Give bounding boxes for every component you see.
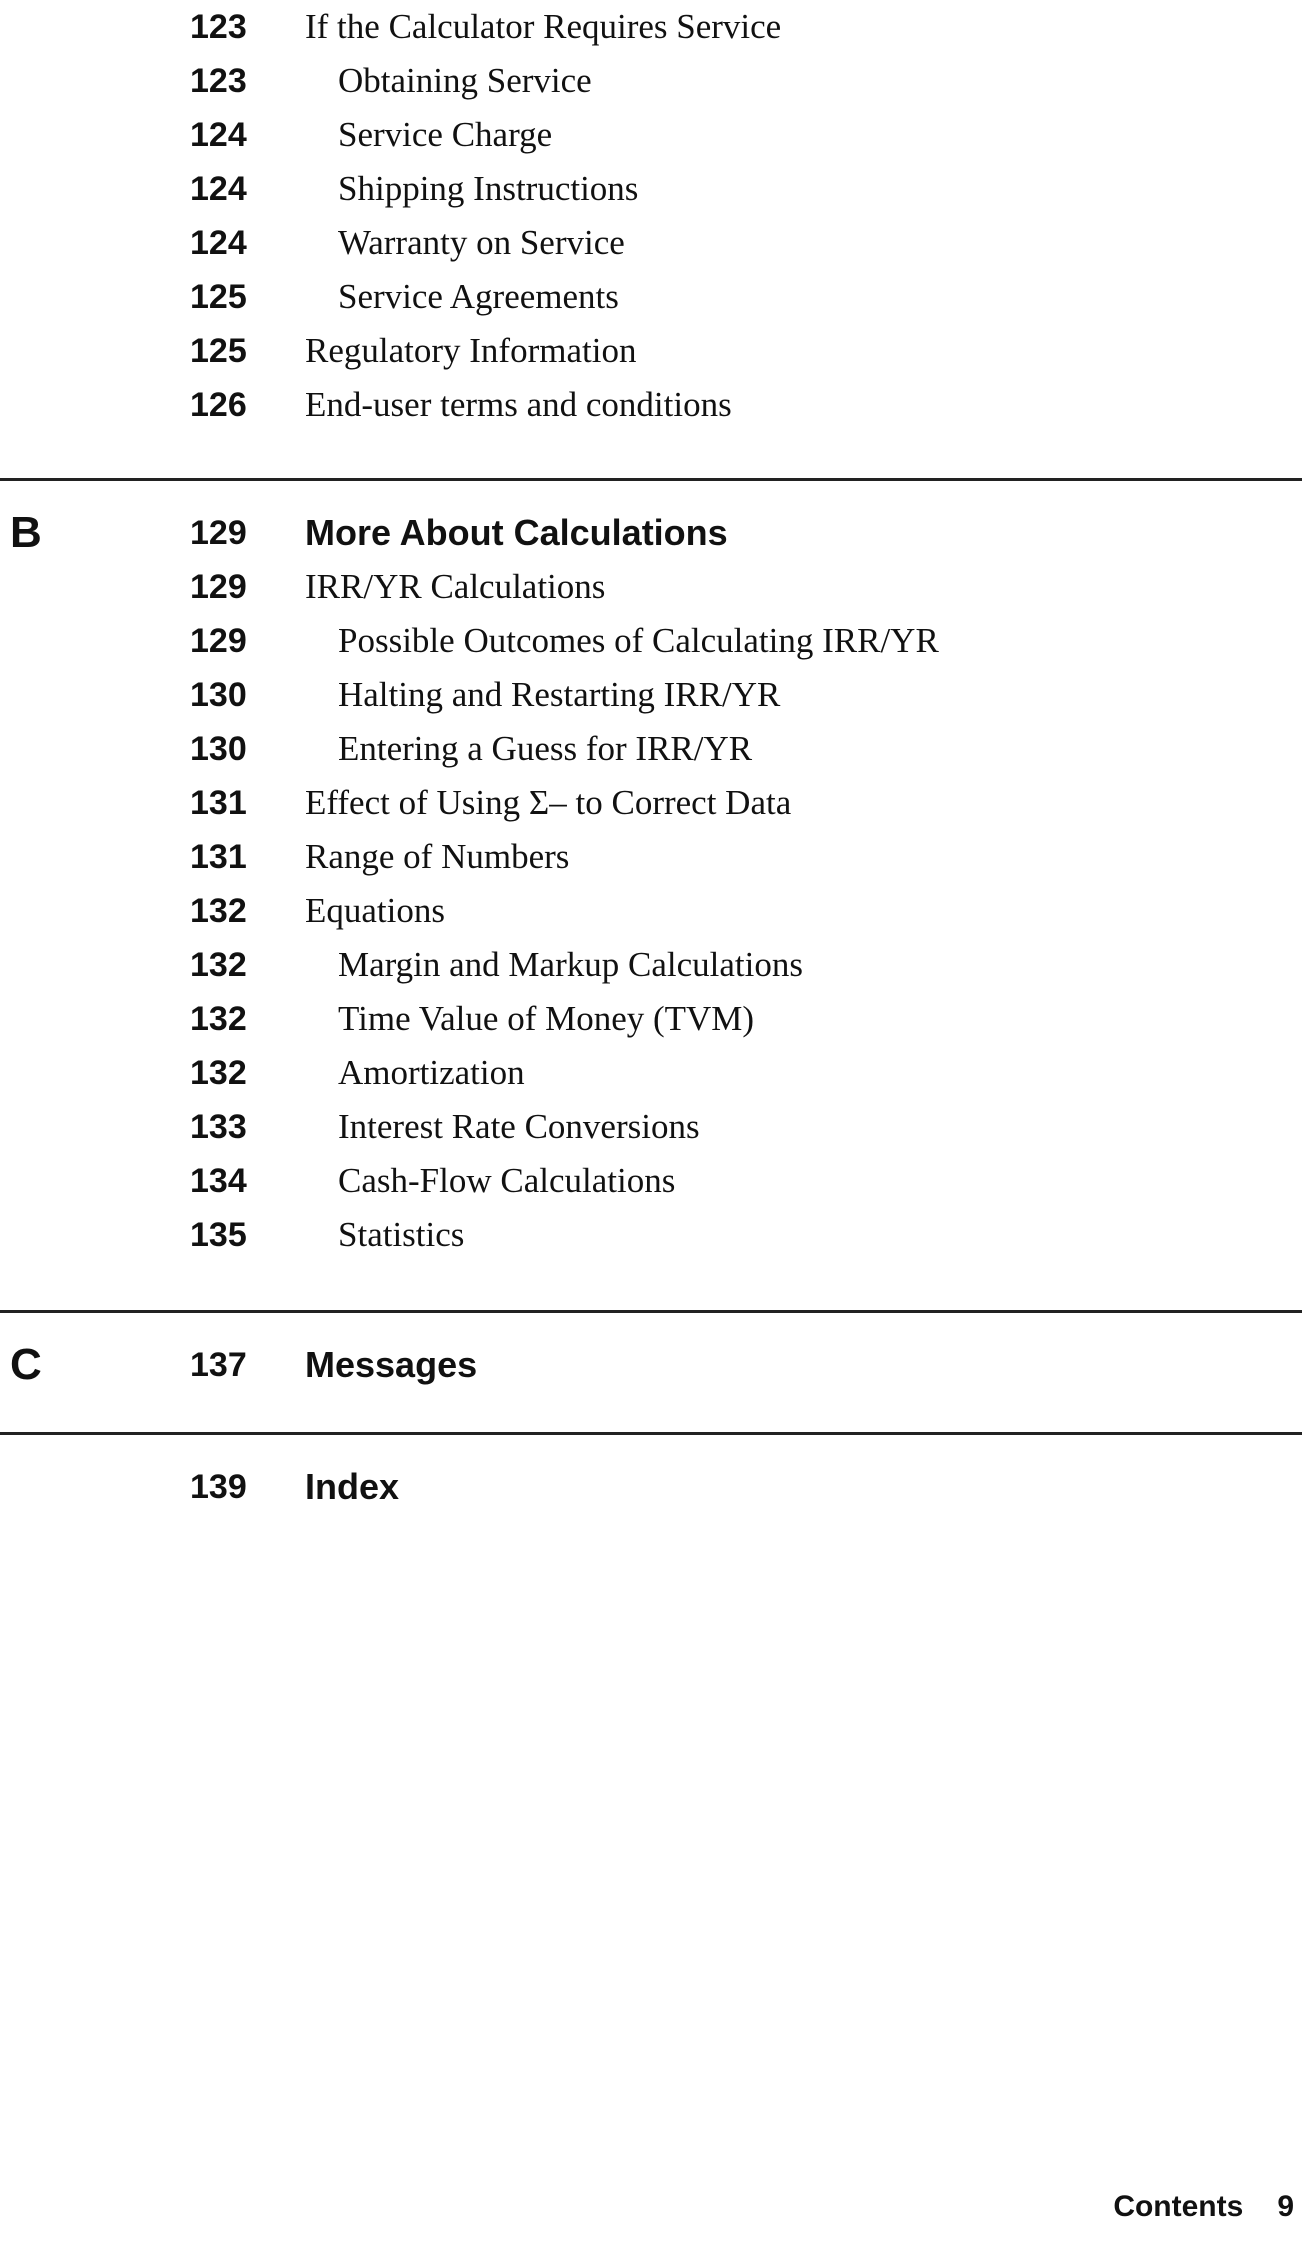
page-number: 130 [190,676,247,714]
toc-entry[interactable] [0,1046,1314,1100]
toc-entry[interactable] [0,54,1314,108]
toc-entry[interactable] [0,614,1314,668]
toc-entry[interactable] [0,108,1314,162]
page-number: 123 [190,8,247,46]
toc-entry[interactable] [0,668,1314,722]
page-number: 124 [190,116,247,154]
entry-title: Range of Numbers [305,837,570,876]
entry-title: Cash-Flow Calculations [338,1161,676,1200]
page-number: 125 [190,332,247,370]
page-number: 132 [190,892,247,930]
page-number: 124 [190,170,247,208]
page-number: 131 [190,784,247,822]
entry-title: Service Agreements [338,277,619,316]
appendix-a-tail-section [0,0,1314,432]
section-divider [0,1432,1302,1435]
section-heading-index[interactable] [0,1460,1314,1514]
footer-page-number: 9 [1277,2190,1294,2223]
page-number: 125 [190,278,247,316]
toc-entry[interactable] [0,378,1314,432]
appendix-letter-b: B [10,508,42,557]
entry-title: Obtaining Service [338,61,592,100]
entry-title: Equations [305,891,445,930]
page-number: 132 [190,946,247,984]
section-divider [0,1310,1302,1313]
page-number: 134 [190,1162,247,1200]
page-number: 126 [190,386,247,424]
toc-entry[interactable] [0,0,1314,54]
entry-title: Entering a Guess for IRR/YR [338,729,753,768]
entry-title: Shipping Instructions [338,169,639,208]
page-footer [1113,2190,1294,2224]
appendix-b-section [0,506,1314,1262]
page-number: 135 [190,1216,247,1254]
entry-title: If the Calculator Requires Service [305,7,782,46]
entry-title: Margin and Markup Calculations [338,945,803,984]
section-heading-c[interactable] [0,1338,1314,1392]
toc-entry[interactable] [0,270,1314,324]
entry-title: IRR/YR Calculations [305,567,606,606]
page-number: 139 [190,1468,247,1506]
entry-title: Time Value of Money (TVM) [338,999,755,1038]
section-title: Messages [305,1344,478,1385]
entry-title: Halting and Restarting IRR/YR [338,675,781,714]
entry-title: Warranty on Service [338,223,625,262]
toc-entry[interactable] [0,884,1314,938]
section-title: Index [305,1466,400,1507]
appendix-letter-c: C [10,1340,42,1389]
index-section [0,1460,1314,1514]
page-number: 133 [190,1108,247,1146]
toc-entry[interactable] [0,162,1314,216]
page-number: 132 [190,1000,247,1038]
appendix-c-section [0,1338,1314,1392]
section-heading-b[interactable] [0,506,1314,560]
page-number: 123 [190,62,247,100]
page-number: 129 [190,514,247,552]
toc-entry[interactable] [0,722,1314,776]
section-divider [0,478,1302,481]
page-number: 132 [190,1054,247,1092]
entry-title: End-user terms and conditions [305,385,732,424]
page-number: 131 [190,838,247,876]
toc-entry[interactable] [0,830,1314,884]
page-number: 129 [190,568,247,606]
toc-entry[interactable] [0,776,1314,830]
toc-entry[interactable] [0,992,1314,1046]
entry-title: Interest Rate Conversions [338,1107,700,1146]
page-number: 137 [190,1346,247,1384]
footer-label: Contents [1113,2190,1244,2223]
page-number: 129 [190,622,247,660]
toc-entry[interactable] [0,560,1314,614]
entry-title: Statistics [338,1215,465,1254]
entry-title: Regulatory Information [305,331,637,370]
page-number: 124 [190,224,247,262]
toc-entry[interactable] [0,1154,1314,1208]
entry-title: Possible Outcomes of Calculating IRR/YR [338,621,939,660]
toc-entry[interactable] [0,324,1314,378]
page-number: 130 [190,730,247,768]
entry-title: Amortization [338,1053,525,1092]
entry-title: Service Charge [338,115,553,154]
entry-title: Effect of Using Σ– to Correct Data [305,783,792,822]
section-title: More About Calculations [305,512,728,553]
toc-entry[interactable] [0,938,1314,992]
toc-entry[interactable] [0,216,1314,270]
toc-entry[interactable] [0,1100,1314,1154]
toc-entry[interactable] [0,1208,1314,1262]
